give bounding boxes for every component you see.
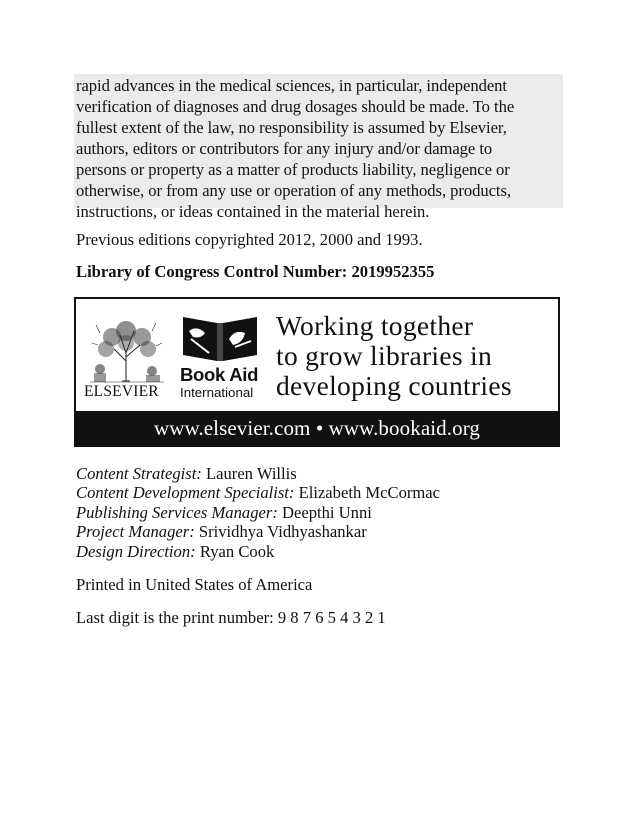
banner-logos [76,299,558,411]
disclaimer-line: verification of diagnoses and drug dosages should be made. To the [76,97,515,116]
book-aid-banner [74,297,560,447]
credit-name: Lauren Willis [201,464,297,483]
disclaimer-line: otherwise, or from any use or operation of any methods, products, [76,181,511,200]
credit-name: Deepthi Unni [277,502,372,522]
credit-role: Publishing Services Manager: [76,502,278,522]
credits-list [76,464,440,561]
book-aid-subtitle: International [180,385,254,400]
tagline-line: developing countries [276,370,512,401]
credit-name: Srividhya Vidhyashankar [194,522,367,542]
credit-line [76,483,440,502]
elsevier-wordmark: ELSEVIER [84,383,159,400]
previous-editions: Previous editions copyrighted 2012, 2000 and 1993. [76,230,423,249]
disclaimer-line: fullest extent of the law, no responsibility is assumed by Elsevier, [76,118,507,137]
disclaimer-line: instructions, or ideas contained in the material herein. [76,202,430,221]
credit-name: Ryan Cook [195,541,275,561]
printed-in: Printed in United States of America [76,575,313,594]
disclaimer-line: persons or property as a matter of products liability, negligence or [76,160,510,179]
credit-line [76,464,440,483]
elsevier-tree-icon [86,313,168,383]
credit-role: Project Manager: [76,522,195,542]
credit-role: Design Direction: [76,541,196,561]
print-number: Last digit is the print number: 9 8 7 6 5 4 3 2 1 [76,608,386,627]
credit-name: Elizabeth McCormac [294,483,441,503]
credit-role: Content Strategist: [76,464,202,483]
book-aid-hands-book-icon [179,313,261,365]
banner-tagline [276,311,512,401]
book-aid-wordmark: Book Aid [180,364,259,385]
disclaimer-paragraph [74,74,563,221]
banner-urls: www.elsevier.com • www.bookaid.org [76,411,558,445]
credit-line [76,522,440,541]
lccn-number: Library of Congress Control Number: 2019952355 [76,262,435,281]
credit-line [76,503,440,522]
credit-line [76,542,440,561]
tagline-line: Working together [276,310,474,341]
tagline-line: to grow libraries in [276,340,493,371]
credit-role: Content Development Specialist: [76,483,295,503]
disclaimer-line: rapid advances in the medical sciences, in particular, independent [76,76,507,95]
disclaimer-line: authors, editors or contributors for any injury and/or damage to [76,139,493,158]
